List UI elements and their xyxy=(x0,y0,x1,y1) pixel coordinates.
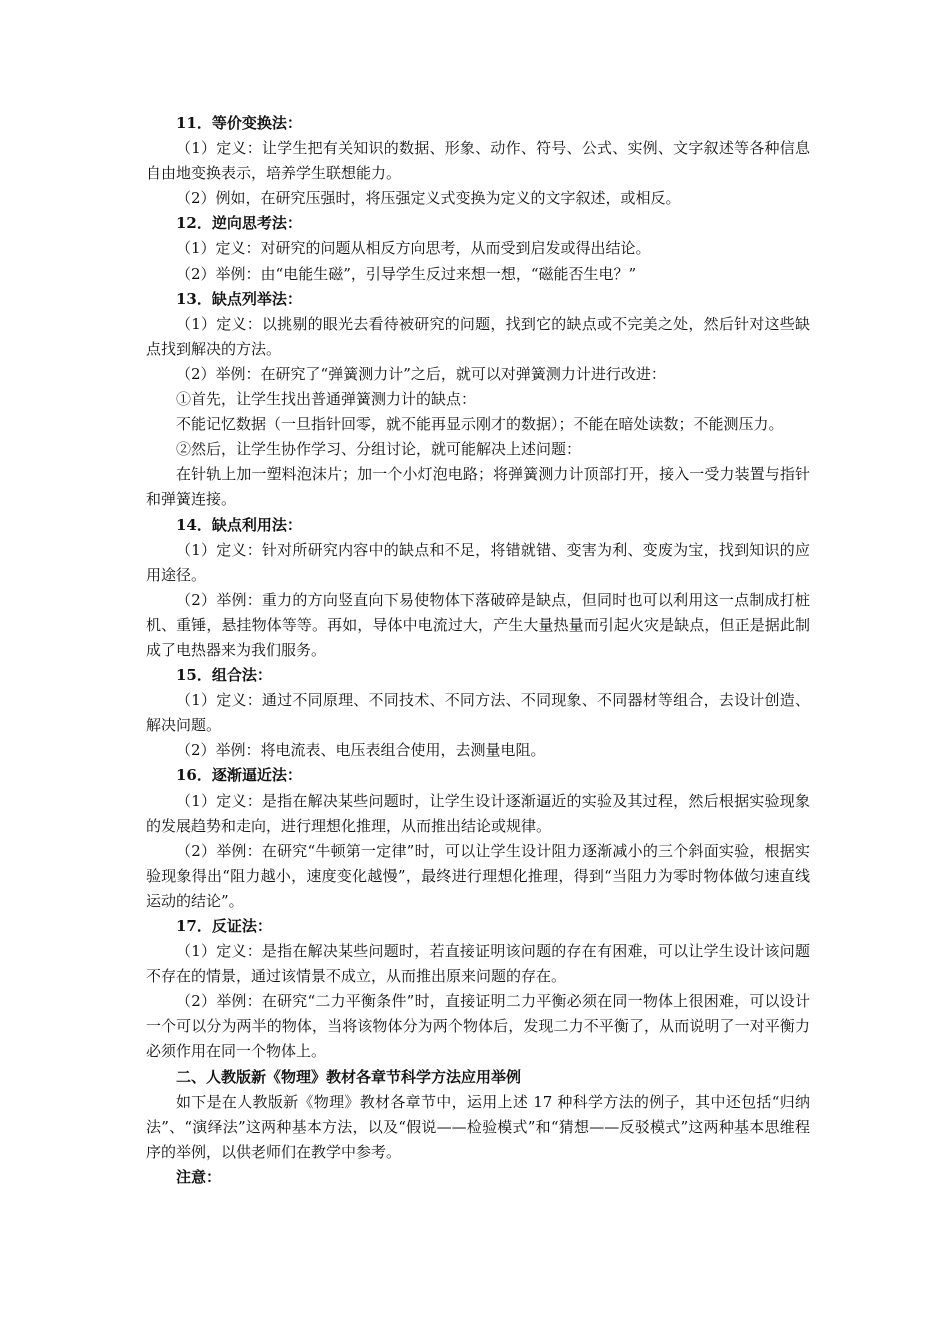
paragraph: （1）定义：是指在解决某些问题时，若直接证明该问题的存在有困难，可以让学生设计该问题不存在的情景，通过该情景不成立，从而推出原来问题的存在。 xyxy=(146,942,810,986)
paragraph: 不能记忆数据（一旦指针回零，就不能再显示刚才的数据）；不能在暗处读数；不能测压力。 xyxy=(176,415,784,434)
paragraph: ②然后，让学生协作学习、分组讨论，就可能解决上述问题： xyxy=(176,440,582,459)
paragraph: （2）举例：在研究“二力平衡条件”时，直接证明二力平衡必须在同一物体上很困难，可以设计一个可以分为两半的物体，当将该物体分为两个物体后，发现二力不平衡了，从而说明了一对平衡力必须作用在同一个物体上。 xyxy=(146,992,810,1061)
paragraph: （1）定义：以挑剔的眼光去看待被研究的问题，找到它的缺点或不完美之处，然后针对这些缺点找到解决的方法。 xyxy=(146,314,810,358)
section-heading-16: 16．逐渐逼近法： xyxy=(176,766,302,785)
document-page xyxy=(146,111,810,1190)
paragraph: （2）举例：在研究“牛顿第一定律”时，可以让学生设计阻力逐渐减小的三个斜面实验，根据实验现象得出“阻力越小，速度变化越慢”，最终进行理想化推理，得到“当阻力为零时物体做匀速直线运动的结论”。 xyxy=(146,841,810,910)
paragraph: （2）举例：将电流表、电压表组合使用，去测量电阻。 xyxy=(176,741,546,760)
paragraph: （2）举例：在研究了“弹簧测力计”之后，就可以对弹簧测力计进行改进： xyxy=(176,364,666,383)
section-heading-11: 11．等价变换法： xyxy=(176,114,302,132)
paragraph: （2）举例：由“电能生磁”，引导学生反过来想一想，“磁能否生电？” xyxy=(176,264,637,283)
section-heading-12: 12．逆向思考法： xyxy=(176,214,302,233)
paragraph: （1）定义：针对所研究内容中的缺点和不足，将错就错、变害为利、变废为宝，找到知识的应用途径。 xyxy=(146,540,810,584)
paragraph: 如下是在人教版新《物理》教材各章节中，运用上述 17 种科学方法的例子，其中还包括“归纳法”、“演绎法”这两种基本方法，以及“假说——检验模式”和“猜想——反驳模式”这两种基本思维程序的举例，以供老师们在教学中参考。 xyxy=(146,1092,810,1161)
paragraph: （1）定义：让学生把有关知识的数据、形象、动作、符号、公式、实例、文字叙述等各种信息自由地变换表示，培养学生联想能力。 xyxy=(146,139,810,183)
section-heading-14: 14．缺点利用法： xyxy=(176,515,302,534)
paragraph: （1）定义：对研究的问题从相反方向思考，从而受到启发或得出结论。 xyxy=(176,239,651,258)
section-heading-13: 13．缺点列举法： xyxy=(176,289,302,308)
paragraph: （2）举例：重力的方向竖直向下易使物体下落破碎是缺点，但同时也可以利用这一点制成打桩机、重锤，悬挂物体等等。再如，导体中电流过大，产生大量热量而引起火灾是缺点，但正是据此制成了电热器来为我们服务。 xyxy=(146,590,810,659)
section-heading-part-2: 二、人教版新《物理》教材各章节科学方法应用举例 xyxy=(176,1067,522,1086)
paragraph: 在针轨上加一塑料泡沫片；加一个小灯泡电路；将弹簧测力计顶部打开，接入一受力装置与指针和弹簧连接。 xyxy=(146,465,810,509)
note-heading: 注意： xyxy=(176,1167,222,1186)
section-heading-17: 17．反证法： xyxy=(176,917,272,935)
section-heading-15: 15．组合法： xyxy=(176,666,272,685)
paragraph: （1）定义：是指在解决某些问题时，让学生设计逐渐逼近的实验及其过程，然后根据实验现象的发展趋势和走向，进行理想化推理，从而推出结论或规律。 xyxy=(146,791,810,835)
paragraph: ①首先，让学生找出普通弹簧测力计的缺点： xyxy=(176,390,477,409)
paragraph: （2）例如，在研究压强时，将压强定义式变换为定义的文字叙述，或相反。 xyxy=(176,189,681,208)
paragraph: （1）定义：通过不同原理、不同技术、不同方法、不同现象、不同器材等组合，去设计创造、解决问题。 xyxy=(146,691,810,735)
